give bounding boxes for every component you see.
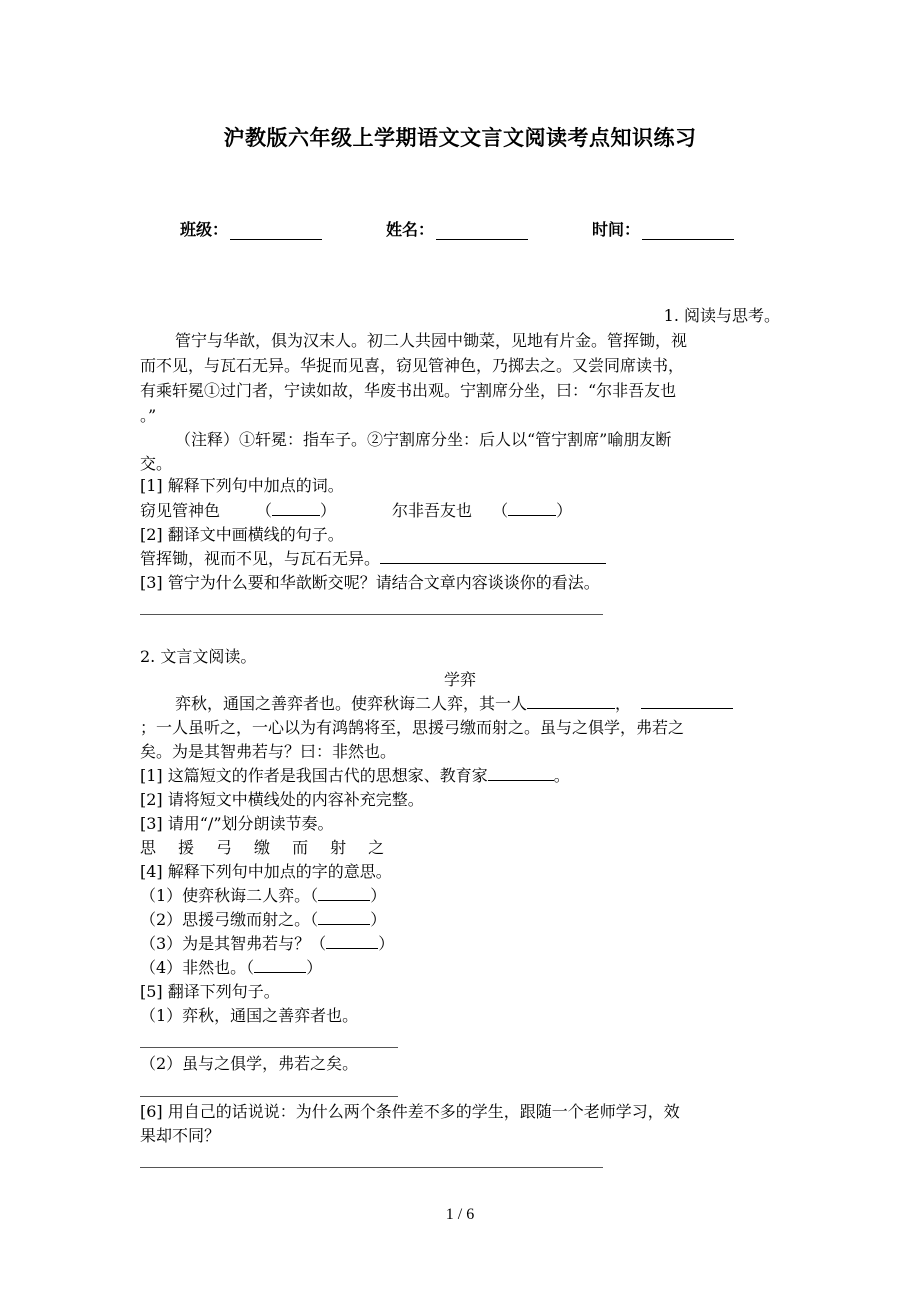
q2-sub2: [2] 请将短文中横线处的内容补充完整。	[140, 790, 424, 809]
answer-line[interactable]	[140, 1096, 398, 1097]
q2-sub1-text: [1] 这篇短文的作者是我国古代的思想家、教育家	[140, 766, 488, 785]
page-number: 1 / 6	[445, 1206, 475, 1223]
q1-sub2: [2] 翻译文中画横线的句子。	[140, 525, 344, 544]
paren-close: ）	[556, 501, 573, 520]
rhythm-char: 缴	[254, 838, 271, 857]
q1-sub1-item-b: 尔非吾友也	[392, 501, 473, 520]
q2-sub1-end: 。	[553, 766, 570, 785]
q1-note-line: 交。	[140, 454, 173, 473]
q2-sub4-item	[140, 956, 322, 980]
time-label: 时间：	[592, 220, 641, 239]
q2-heading: 2. 文言文阅读。	[140, 647, 257, 666]
q1-sub1-items	[140, 499, 572, 523]
answer-blank[interactable]	[318, 908, 370, 925]
q1-sub1: [1] 解释下列句中加点的词。	[140, 476, 344, 495]
passage-blank[interactable]	[527, 692, 615, 709]
rhythm-char: 而	[292, 838, 309, 857]
class-blank[interactable]	[230, 221, 322, 240]
rhythm-char: 思	[140, 838, 157, 857]
name-field	[386, 217, 528, 240]
answer-blank[interactable]	[326, 932, 378, 949]
q2-passage-line	[175, 692, 733, 716]
page-title: 沪教版六年级上学期语文文言文阅读考点知识练习	[223, 126, 697, 150]
q1-passage-line: 管宁与华歆，俱为汉末人。初二人共园中锄菜，见地有片金。管挥锄，视	[175, 331, 688, 350]
q2-sub1	[140, 764, 570, 788]
paren-close: ）	[320, 501, 337, 520]
q2-sub4-item	[140, 932, 394, 956]
paren-close: ）	[370, 910, 387, 929]
q1-passage-line: 。”	[140, 406, 157, 425]
q2-passage-line: ；一人虽听之，一心以为有鸿鹄将至，思援弓缴而射之。虽与之俱学，弗若之	[140, 718, 685, 737]
q2-rhythm-row	[140, 836, 384, 860]
name-label: 姓名：	[386, 220, 435, 239]
rhythm-char: 之	[368, 838, 385, 857]
q2-sub5-item: （1）弈秋，通国之善弈者也。	[140, 1006, 359, 1025]
q1-passage-line: 有乘轩冕①过门者，宁读如故，华废书出观。宁割席分坐，曰：“尔非吾友也	[140, 381, 677, 400]
answer-blank[interactable]	[272, 499, 320, 516]
q2-passage-line: 矣。为是其智弗若与？曰：非然也。	[140, 742, 397, 761]
q2-sub6-line: 果却不同？	[140, 1126, 221, 1145]
passage-blank[interactable]	[641, 692, 733, 709]
q2-passage-title: 学弈	[443, 670, 476, 689]
q2-sub5: [5] 翻译下列句子。	[140, 982, 280, 1001]
rhythm-char: 弓	[216, 838, 233, 857]
answer-line[interactable]	[140, 1047, 398, 1048]
q1-sub2-sentence: 管挥锄，视而不见，与瓦石无异。	[140, 549, 381, 568]
answer-blank[interactable]	[508, 499, 556, 516]
q2-passage-text: 弈秋，通国之善弈者也。使弈秋诲二人弈，其一人	[175, 694, 528, 713]
name-blank[interactable]	[436, 221, 528, 240]
q2-sub6-line: [6] 用自己的话说说：为什么两个条件差不多的学生，跟随一个老师学习，效	[140, 1102, 680, 1121]
q1-sub2-row	[140, 547, 606, 571]
q2-sub4-item-text: （3）为是其智弗若与？（	[140, 934, 327, 953]
paren-close: ）	[370, 886, 387, 905]
q1-heading: 1. 阅读与思考。	[663, 306, 780, 325]
q2-passage-comma: ，	[615, 694, 632, 713]
q2-sub4-item-text: （4）非然也。（	[140, 958, 255, 977]
answer-blank[interactable]	[380, 547, 606, 564]
q2-sub4-item	[140, 908, 386, 932]
class-field	[180, 217, 322, 240]
q2-sub4-item	[140, 884, 386, 908]
time-field	[592, 217, 734, 240]
student-info-row	[0, 217, 920, 241]
rhythm-char: 援	[178, 838, 195, 857]
answer-blank[interactable]	[318, 884, 370, 901]
paren-close: ）	[378, 934, 395, 953]
paren-close: ）	[306, 958, 323, 977]
class-label: 班级：	[180, 220, 229, 239]
paren-open: （	[492, 501, 509, 520]
paren-open: （	[256, 501, 273, 520]
answer-blank[interactable]	[488, 764, 554, 781]
q1-sub1-item-a: 窃见管神色	[140, 501, 221, 520]
q2-sub5-item: （2）虽与之俱学，弗若之矣。	[140, 1054, 359, 1073]
answer-blank[interactable]	[254, 956, 306, 973]
time-blank[interactable]	[642, 221, 734, 240]
q2-sub4-item-text: （1）使弈秋诲二人弈。（	[140, 886, 319, 905]
q2-sub4: [4] 解释下列句中加点的字的意思。	[140, 862, 392, 881]
answer-line[interactable]	[140, 614, 603, 615]
q1-sub3: [3] 管宁为什么要和华歆断交呢？请结合文章内容谈谈你的看法。	[140, 573, 600, 592]
q2-sub3: [3] 请用“/”划分朗读节奏。	[140, 814, 334, 833]
answer-line[interactable]	[140, 1167, 603, 1168]
q2-sub4-item-text: （2）思援弓缴而射之。（	[140, 910, 319, 929]
q1-note-line: （注释）①轩冕：指车子。②宁割席分坐：后人以“管宁割席”喻朋友断	[175, 430, 672, 449]
q1-passage-line: 而不见，与瓦石无异。华捉而见喜，窃见管神色，乃掷去之。又尝同席读书，	[140, 356, 685, 375]
rhythm-char: 射	[330, 838, 347, 857]
